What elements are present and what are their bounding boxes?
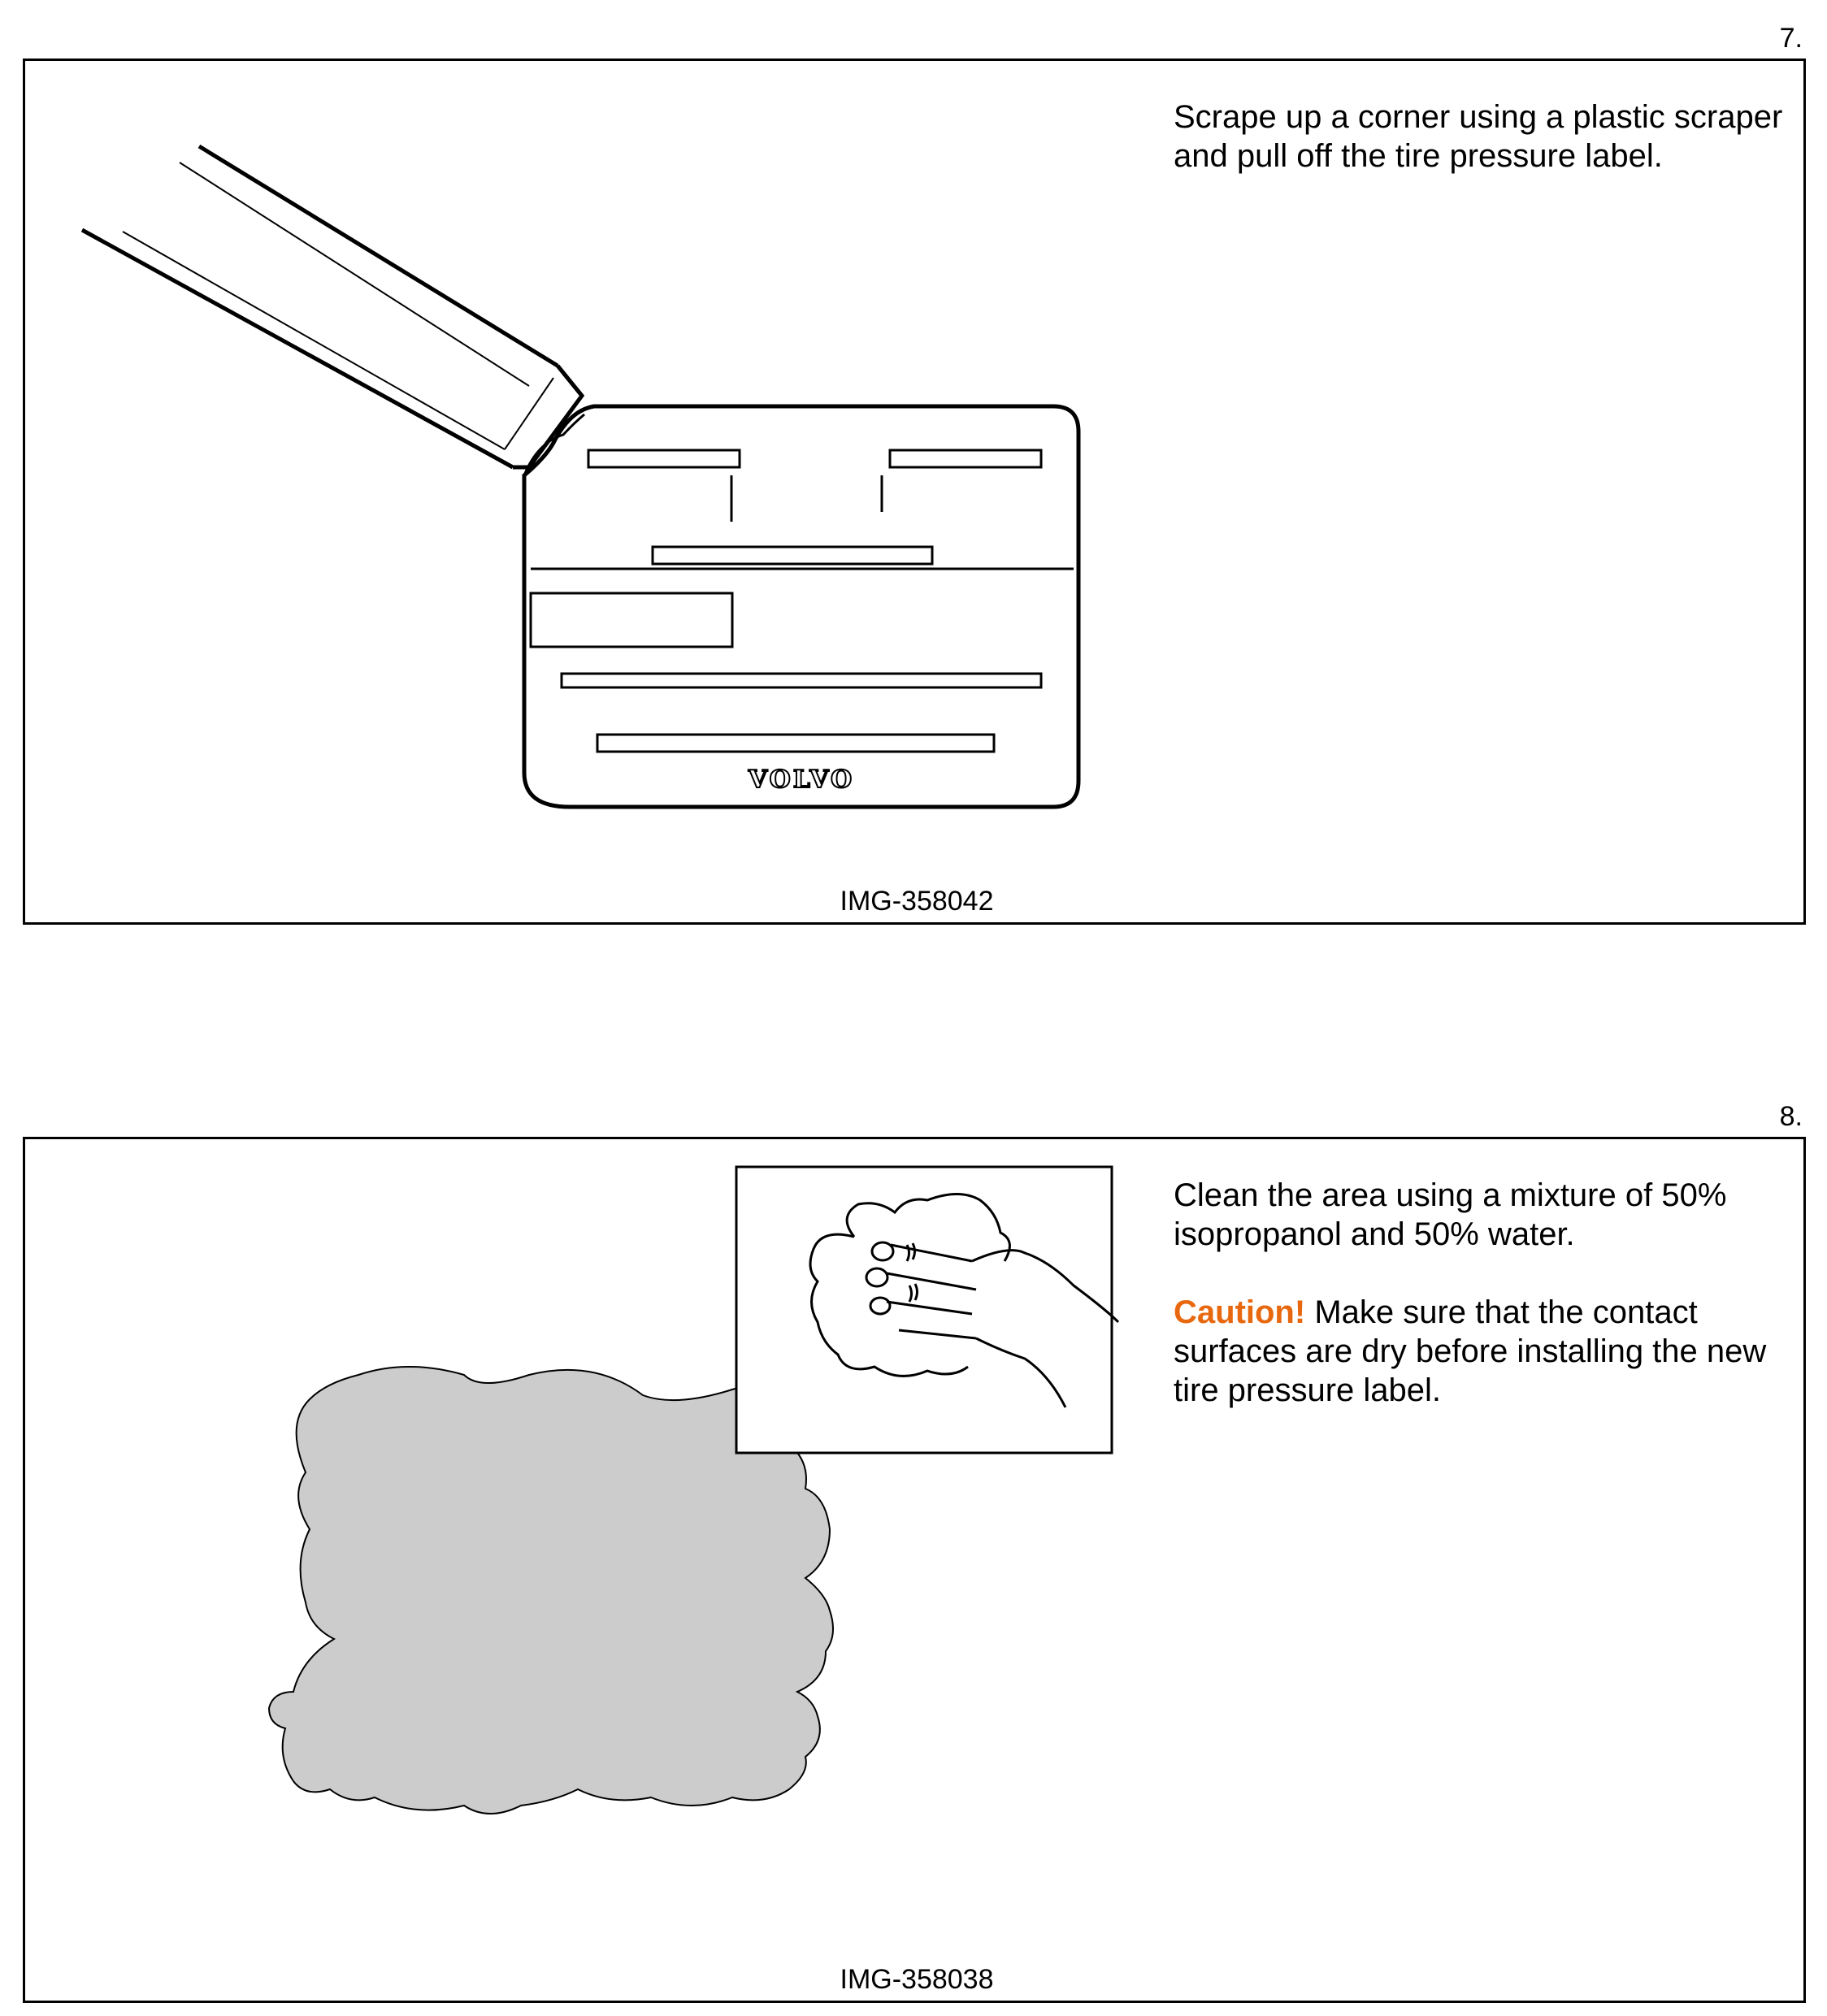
caution-label: Caution! — [1174, 1294, 1306, 1330]
volvo-logo: VOLVO — [748, 765, 855, 794]
step-7-instruction: Scrape up a corner using a plastic scraper and pull off the tire pressure label. — [1174, 99, 1783, 174]
image-id: IMG-358038 — [840, 1964, 994, 1995]
image-id: IMG-358042 — [840, 886, 994, 917]
plastic-scraper-icon — [82, 146, 582, 467]
caution-text: Make sure that the contact surfaces are dry before installing the new tire pressure label. — [1174, 1294, 1767, 1408]
step-7-panel — [23, 59, 1806, 925]
step-8-instruction: Clean the area using a mixture of 50% isopropanol and 50% water. Caution! Make sure that the contact surfaces are dry before installing the new tire pressure label. — [1174, 1177, 1767, 1408]
step-number: 7. — [1779, 23, 1803, 54]
step-number: 8. — [1779, 1101, 1803, 1132]
tire-pressure-label-icon — [524, 406, 1078, 807]
step-8-panel — [23, 1137, 1806, 2003]
